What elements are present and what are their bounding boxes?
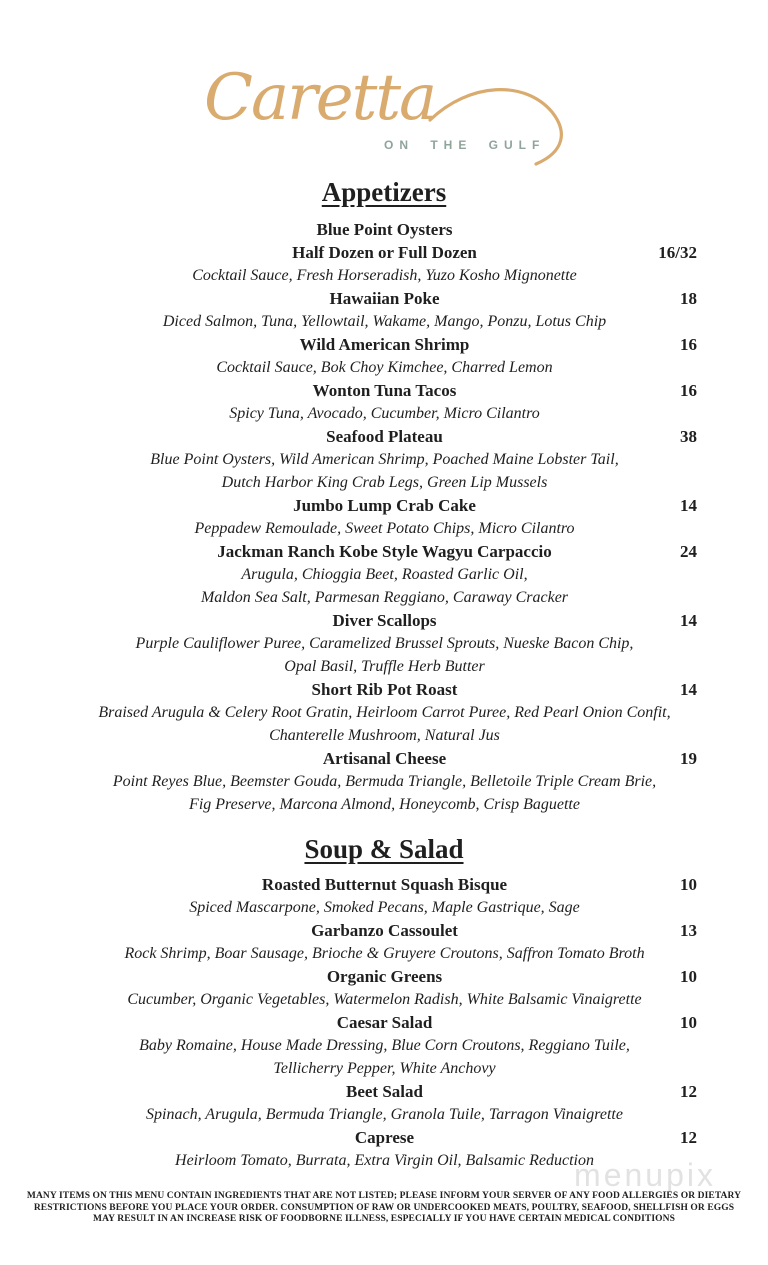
item-name: Caprese bbox=[354, 1128, 415, 1147]
item-name-line bbox=[72, 678, 697, 701]
menu-item bbox=[72, 540, 697, 609]
item-name: Roasted Butternut Squash Bisque bbox=[261, 875, 508, 894]
item-name: Half Dozen or Full Dozen bbox=[292, 243, 477, 262]
item-description-line: Heirloom Tomato, Burrata, Extra Virgin Oil, Balsamic Reduction bbox=[175, 1152, 594, 1169]
restaurant-logo bbox=[0, 0, 768, 170]
menu-item bbox=[72, 379, 697, 425]
item-name-line bbox=[72, 873, 697, 896]
item-description-line: Dutch Harbor King Crab Legs, Green Lip Mussels bbox=[221, 474, 548, 491]
item-price: 13 bbox=[680, 921, 697, 940]
menu-sections bbox=[0, 174, 768, 1172]
item-price: 24 bbox=[680, 542, 697, 561]
item-price: 14 bbox=[680, 680, 697, 699]
item-description-line: Spiced Mascarpone, Smoked Pecans, Maple Gastrique, Sage bbox=[189, 899, 580, 916]
brand-tagline: ON THE GULF bbox=[384, 138, 546, 152]
disclaimer-line: MAY RESULT IN AN INCREASE RISK OF FOODBORNE ILLNESS, ESPECIALLY IF YOU HAVE CERTAIN MEDICAL CONDITIONS bbox=[93, 1214, 675, 1224]
item-name: Hawaiian Poke bbox=[329, 289, 440, 308]
section-title: Soup & Salad bbox=[304, 834, 464, 864]
item-name-line bbox=[72, 1011, 697, 1034]
item-name: Wonton Tuna Tacos bbox=[312, 381, 457, 400]
item-name: Seafood Plateau bbox=[326, 427, 443, 446]
item-name-line bbox=[72, 609, 697, 632]
menupix-watermark: menupix bbox=[574, 1157, 716, 1193]
brand-name: Caretta bbox=[204, 61, 436, 135]
item-description-line: Opal Basil, Truffle Herb Butter bbox=[284, 658, 485, 675]
item-description-line: Purple Cauliflower Puree, Caramelized Brussel Sprouts, Nueske Bacon Chip, bbox=[135, 635, 634, 652]
menu-section bbox=[0, 831, 768, 1172]
item-price: 16/32 bbox=[658, 243, 697, 262]
item-description-line: Rock Shrimp, Boar Sausage, Brioche & Gruyere Croutons, Saffron Tomato Broth bbox=[124, 945, 645, 962]
item-price: 16 bbox=[680, 381, 697, 400]
item-name-line bbox=[72, 919, 697, 942]
menu-item bbox=[72, 218, 697, 287]
item-price: 10 bbox=[680, 967, 697, 986]
menu-item bbox=[72, 678, 697, 747]
item-name: Artisanal Cheese bbox=[322, 749, 447, 768]
disclaimer-line: RESTRICTIONS BEFORE YOU PLACE YOUR ORDER. CONSUMPTION OF RAW OR UNDERCOOKED MEATS, POULTRY, SEAFOOD, SHELLFISH OR EGGS bbox=[33, 1202, 735, 1213]
item-description-line: Peppadew Remoulade, Sweet Potato Chips, Micro Cilantro bbox=[194, 520, 575, 537]
section-items bbox=[72, 218, 697, 816]
item-description-line: Blue Point Oysters, Wild American Shrimp, Poached Maine Lobster Tail, bbox=[150, 451, 619, 468]
item-description-line: Tellicherry Pepper, White Anchovy bbox=[273, 1060, 496, 1077]
item-price: 18 bbox=[680, 289, 697, 308]
item-description-line: Fig Preserve, Marcona Almond, Honeycomb, Crisp Baguette bbox=[189, 796, 580, 813]
item-name: Blue Point Oysters bbox=[316, 220, 453, 239]
item-price: 12 bbox=[680, 1128, 697, 1147]
item-price: 38 bbox=[680, 427, 697, 446]
item-name-line bbox=[72, 965, 697, 988]
item-price: 14 bbox=[680, 496, 697, 515]
disclaimer-line: MANY ITEMS ON THIS MENU CONTAIN INGREDIENTS THAT ARE NOT LISTED; PLEASE INFORM YOUR SERVER OF ANY FOOD ALLERGIES OR DIETARY bbox=[26, 1191, 742, 1201]
menu-item bbox=[72, 919, 697, 965]
item-description-line: Point Reyes Blue, Beemster Gouda, Bermuda Triangle, Belletoile Triple Cream Brie, bbox=[112, 773, 657, 790]
item-name-line bbox=[72, 1080, 697, 1103]
item-price: 10 bbox=[680, 1013, 697, 1032]
menu-section bbox=[0, 174, 768, 816]
item-name: Wild American Shrimp bbox=[299, 335, 470, 354]
menu-item bbox=[72, 287, 697, 333]
item-name-line bbox=[72, 218, 697, 241]
allergy-disclaimer bbox=[0, 1191, 768, 1226]
menu-item bbox=[72, 609, 697, 678]
item-price: 10 bbox=[680, 875, 697, 894]
menu-item bbox=[72, 1080, 697, 1126]
item-name-line bbox=[72, 333, 697, 356]
item-name-line bbox=[72, 747, 697, 770]
item-name: Jackman Ranch Kobe Style Wagyu Carpaccio bbox=[217, 542, 552, 561]
menu-item bbox=[72, 965, 697, 1011]
menu-item bbox=[72, 747, 697, 816]
item-name: Jumbo Lump Crab Cake bbox=[293, 496, 476, 515]
item-name-line bbox=[72, 379, 697, 402]
item-description-line: Arugula, Chioggia Beet, Roasted Garlic Oil, bbox=[241, 566, 528, 583]
item-name-line bbox=[72, 241, 697, 264]
item-name: Diver Scallops bbox=[332, 611, 437, 630]
menu-item bbox=[72, 333, 697, 379]
menu-item bbox=[72, 425, 697, 494]
menu-item bbox=[72, 1126, 697, 1172]
item-name-line bbox=[72, 425, 697, 448]
menu-item bbox=[72, 1011, 697, 1080]
item-description-line: Baby Romaine, House Made Dressing, Blue Corn Croutons, Reggiano Tuile, bbox=[139, 1037, 630, 1054]
menu-item bbox=[72, 873, 697, 919]
item-price: 19 bbox=[680, 749, 697, 768]
item-name: Garbanzo Cassoulet bbox=[311, 921, 458, 940]
item-name-line bbox=[72, 540, 697, 563]
item-description-line: Maldon Sea Salt, Parmesan Reggiano, Caraway Cracker bbox=[200, 589, 569, 606]
item-price: 14 bbox=[680, 611, 697, 630]
item-name-line bbox=[72, 287, 697, 310]
item-name: Organic Greens bbox=[326, 967, 443, 986]
item-description-line: Spicy Tuna, Avocado, Cucumber, Micro Cilantro bbox=[229, 405, 540, 422]
item-name-line bbox=[72, 1126, 697, 1149]
item-price: 12 bbox=[680, 1082, 697, 1101]
item-description-line: Spinach, Arugula, Bermuda Triangle, Granola Tuile, Tarragon Vinaigrette bbox=[146, 1106, 623, 1123]
menu-item bbox=[72, 494, 697, 540]
logo-swash-icon bbox=[428, 76, 570, 168]
item-name: Short Rib Pot Roast bbox=[311, 680, 458, 699]
item-name: Beet Salad bbox=[346, 1082, 423, 1101]
item-description-line: Diced Salmon, Tuna, Yellowtail, Wakame, Mango, Ponzu, Lotus Chip bbox=[162, 313, 607, 330]
item-description-line: Chanterelle Mushroom, Natural Jus bbox=[269, 727, 500, 744]
section-items bbox=[72, 873, 697, 1172]
item-description-line: Cocktail Sauce, Bok Choy Kimchee, Charred Lemon bbox=[216, 359, 553, 376]
item-name-line bbox=[72, 494, 697, 517]
item-description-line: Cucumber, Organic Vegetables, Watermelon Radish, White Balsamic Vinaigrette bbox=[127, 991, 642, 1008]
item-price: 16 bbox=[680, 335, 697, 354]
item-description-line: Cocktail Sauce, Fresh Horseradish, Yuzo Kosho Mignonette bbox=[192, 267, 577, 284]
section-title: Appetizers bbox=[321, 177, 447, 207]
item-name: Caesar Salad bbox=[336, 1013, 433, 1032]
item-description-line: Braised Arugula & Celery Root Gratin, Heirloom Carrot Puree, Red Pearl Onion Confit, bbox=[98, 704, 671, 721]
